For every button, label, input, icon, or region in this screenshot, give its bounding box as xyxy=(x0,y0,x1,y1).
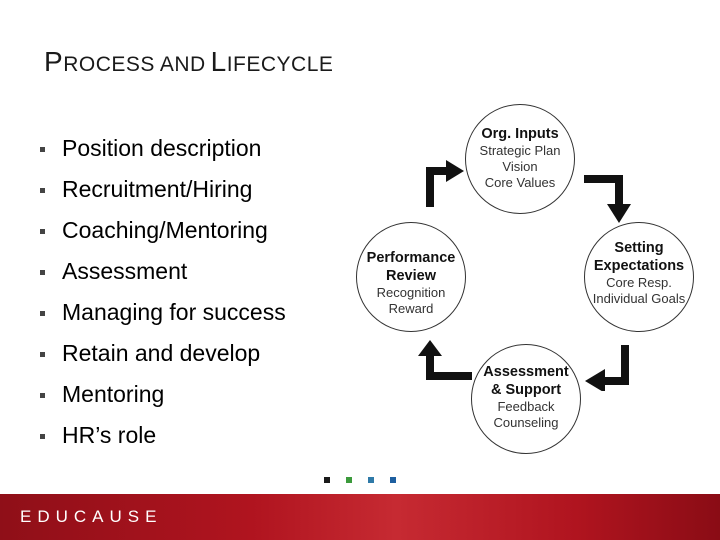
title-initial: P xyxy=(44,46,64,77)
performance-review-title: Review xyxy=(386,268,436,284)
title-word: AND xyxy=(159,53,206,76)
node-detail: Vision xyxy=(502,159,538,174)
bullet-square-icon xyxy=(40,311,45,316)
bullet-text: HR’s role xyxy=(62,422,157,448)
bullet-item xyxy=(40,415,286,456)
bullet-square-icon xyxy=(40,352,45,357)
performance-review-node xyxy=(356,222,466,332)
slide-title xyxy=(44,46,333,78)
bullet-square-icon xyxy=(40,188,45,193)
setting-expectations-title: Expectations xyxy=(593,258,685,274)
bullet-item xyxy=(40,128,286,169)
title-word: IFECYCLE xyxy=(226,53,334,76)
title-word: ROCESS xyxy=(63,53,155,76)
educause-logo: EDUCAUSE xyxy=(20,507,163,526)
bullet-text: Recruitment/Hiring xyxy=(62,176,253,202)
node-detail: Feedback xyxy=(497,399,555,414)
bullet-item xyxy=(40,251,286,292)
arrow-to-org-inputs-icon xyxy=(420,155,466,209)
bullet-item xyxy=(40,333,286,374)
arrow-to-assessment-support-icon xyxy=(583,343,633,391)
assessment-support-title: Assessment xyxy=(483,364,569,380)
org-inputs-node xyxy=(465,104,575,214)
dot-icon xyxy=(390,477,396,483)
footer-bar xyxy=(0,494,720,540)
bullet-item xyxy=(40,210,286,251)
node-detail: Reward xyxy=(388,301,434,316)
bullet-item xyxy=(40,292,286,333)
arrow-to-performance-review-icon xyxy=(414,338,474,386)
setting-expectations-title: Setting xyxy=(614,240,664,256)
node-detail: Core Values xyxy=(484,175,556,190)
arrow-to-setting-expectations-icon xyxy=(582,170,632,224)
dot-icon xyxy=(324,477,330,483)
dot-icon xyxy=(346,477,352,483)
node-detail: Individual Goals xyxy=(592,291,686,306)
assessment-support-node xyxy=(471,344,581,454)
org-inputs-title: Org. Inputs xyxy=(481,126,559,142)
bullet-item xyxy=(40,374,286,415)
node-detail: Core Resp. xyxy=(606,275,672,290)
node-detail: Counseling xyxy=(493,415,559,430)
bullet-text: Position description xyxy=(62,135,262,161)
setting-expectations-node xyxy=(584,222,694,332)
bullet-text: Assessment xyxy=(62,258,188,284)
assessment-support-title: & Support xyxy=(490,382,562,398)
node-detail: Recognition xyxy=(376,285,446,300)
bullet-list xyxy=(40,128,286,456)
bullet-text: Coaching/Mentoring xyxy=(62,217,268,243)
node-detail: Strategic Plan xyxy=(479,143,561,158)
bullet-text: Retain and develop xyxy=(62,340,261,366)
dot-icon xyxy=(368,477,374,483)
bullet-item xyxy=(40,169,286,210)
bullet-square-icon xyxy=(40,393,45,398)
bullet-text: Managing for success xyxy=(62,299,286,325)
title-initial: L xyxy=(210,46,227,77)
bullet-square-icon xyxy=(40,434,45,439)
performance-review-title: Performance xyxy=(366,250,456,266)
bullet-text: Mentoring xyxy=(62,381,165,407)
bullet-square-icon xyxy=(40,147,45,152)
bullet-square-icon xyxy=(40,229,45,234)
bullet-square-icon xyxy=(40,270,45,275)
